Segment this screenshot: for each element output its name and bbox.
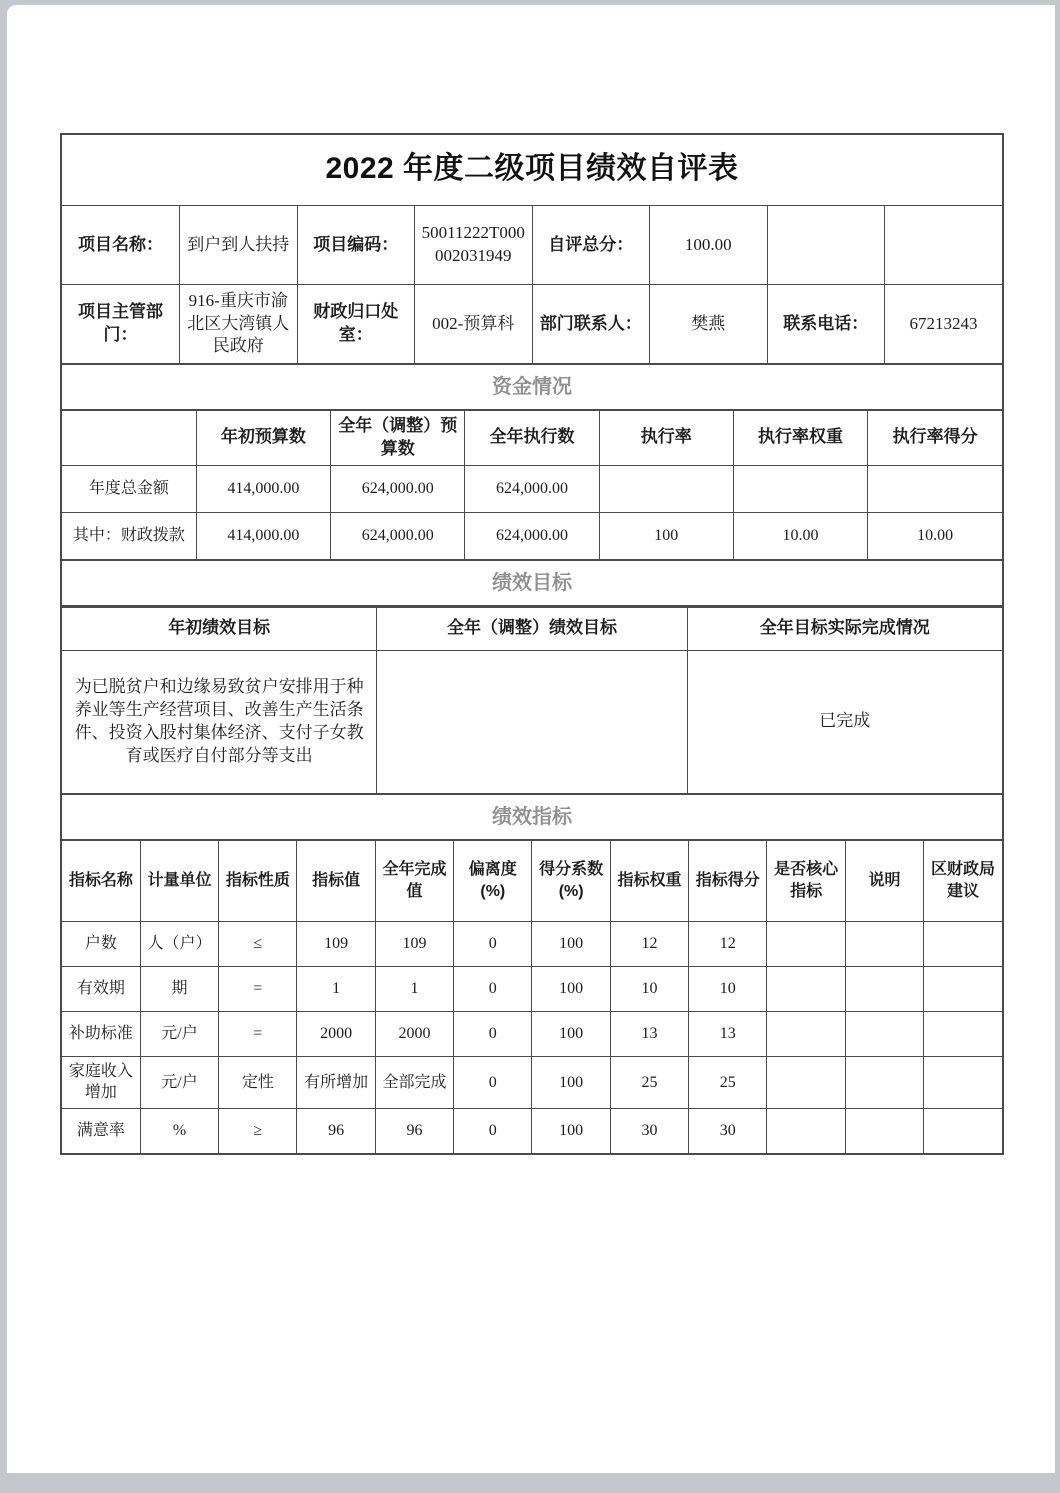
project_info-cell: 50011222T000002031949 [415,206,533,285]
indicators-cell: 10 [610,966,688,1011]
funding-cell: 100 [599,512,733,559]
funding-column-header: 全年执行数 [465,411,599,465]
indicators-cell [767,921,845,966]
indicators-cell: 13 [689,1011,767,1056]
funding-cell: 624,000.00 [465,465,599,512]
funding-cell: 624,000.00 [331,465,465,512]
indicators-table [62,841,1002,1153]
indicators-cell: 1 [297,966,375,1011]
funding-column-header [62,411,196,465]
indicators-cell [924,966,1002,1011]
goals-column-header: 全年（调整）绩效目标 [377,607,687,650]
form-title: 2022 年度二级项目绩效自评表 [62,135,1002,206]
indicators-cell [924,1056,1002,1108]
indicators-row [62,1056,1002,1108]
indicators-cell: 期 [140,966,218,1011]
indicators-row [62,1109,1002,1154]
indicators-cell: 12 [689,921,767,966]
indicators-cell: 25 [610,1056,688,1108]
indicators-header-row [62,841,1002,922]
indicators-cell: 家庭收入增加 [62,1056,140,1108]
indicators-cell: 100 [532,921,610,966]
indicators-cell: 人（户） [140,921,218,966]
indicators-cell: 有所增加 [297,1056,375,1108]
project_info-cell: 自评总分： [532,206,650,285]
indicators-cell: 100 [532,966,610,1011]
indicators-column-header: 得分系数(%) [532,841,610,922]
funding-cell: 其中：财政拨款 [62,512,196,559]
indicators-cell: 补助标准 [62,1011,140,1056]
indicators-cell [924,921,1002,966]
indicators-row [62,921,1002,966]
indicators-cell: 满意率 [62,1109,140,1154]
indicators-cell: 全部完成 [375,1056,453,1108]
project_info-cell: 樊燕 [650,285,768,364]
project_info-cell: 项目名称： [62,206,180,285]
funding-column-header: 执行率 [599,411,733,465]
indicators-cell: ≥ [219,1109,297,1154]
indicators-column-header: 指标名称 [62,841,140,922]
project_info-row [62,206,1002,285]
indicators-cell: 30 [689,1109,767,1154]
indicators-cell [845,966,923,1011]
indicators-cell: 有效期 [62,966,140,1011]
funding-cell: 414,000.00 [196,512,330,559]
indicators-cell: = [219,966,297,1011]
indicators-cell: 10 [689,966,767,1011]
indicators-cell [767,1056,845,1108]
goals-table [62,607,1002,793]
goals-row [62,650,1002,793]
project_info-cell [885,206,1003,285]
funding-row [62,512,1002,559]
indicators-column-header: 指标值 [297,841,375,922]
indicators-cell [767,1109,845,1154]
indicators-cell [845,921,923,966]
section-title-funding: 资金情况 [62,363,1002,411]
indicators-cell: 25 [689,1056,767,1108]
indicators-cell: = [219,1011,297,1056]
indicators-cell: 100 [532,1011,610,1056]
funding-cell: 414,000.00 [196,465,330,512]
indicators-cell: % [140,1109,218,1154]
project_info-cell: 到户到人扶持 [180,206,298,285]
indicators-cell: 30 [610,1109,688,1154]
project_info-cell: 联系电话： [767,285,885,364]
goals-header-row [62,607,1002,650]
funding-column-header: 年初预算数 [196,411,330,465]
funding-row [62,465,1002,512]
indicators-cell: 2000 [375,1011,453,1056]
indicators-cell: 12 [610,921,688,966]
project_info-cell: 67213243 [885,285,1003,364]
indicators-cell [845,1109,923,1154]
indicators-cell: 100 [532,1109,610,1154]
indicators-cell: 元/户 [140,1011,218,1056]
funding-cell [599,465,733,512]
indicators-cell: 元/户 [140,1056,218,1108]
indicators-cell: 109 [375,921,453,966]
indicators-cell: 0 [454,966,532,1011]
indicators-row [62,966,1002,1011]
indicators-cell [845,1011,923,1056]
project_info-cell: 100.00 [650,206,768,285]
indicators-cell: 109 [297,921,375,966]
self-evaluation-form [60,133,1004,1155]
indicators-cell: 0 [454,1109,532,1154]
indicators-cell [845,1056,923,1108]
indicators-cell: 户数 [62,921,140,966]
indicators-column-header: 指标权重 [610,841,688,922]
project_info-cell: 部门联系人： [532,285,650,364]
indicators-cell: 0 [454,1011,532,1056]
funding-cell [868,465,1002,512]
goals-column-header: 全年目标实际完成情况 [687,607,1002,650]
indicators-column-header: 指标得分 [689,841,767,922]
indicators-cell [924,1011,1002,1056]
funding-table [62,411,1002,559]
project_info-cell: 项目编码： [297,206,415,285]
funding-cell: 年度总金额 [62,465,196,512]
document-page [7,5,1055,1473]
funding-cell: 624,000.00 [465,512,599,559]
project-info-table [62,206,1002,363]
section-title-indicators: 绩效指标 [62,793,1002,841]
indicators-cell [767,1011,845,1056]
indicators-column-header: 全年完成值 [375,841,453,922]
indicators-column-header: 区财政局建议 [924,841,1002,922]
funding-column-header: 全年（调整）预算数 [331,411,465,465]
indicators-cell: 96 [375,1109,453,1154]
indicators-row [62,1011,1002,1056]
indicators-cell: 100 [532,1056,610,1108]
funding-column-header: 执行率权重 [733,411,867,465]
indicators-cell: 0 [454,1056,532,1108]
goals-column-header: 年初绩效目标 [62,607,377,650]
funding-cell [733,465,867,512]
funding-cell: 624,000.00 [331,512,465,559]
funding-header-row [62,411,1002,465]
goals-cell [377,650,687,793]
project_info-cell: 财政归口处室： [297,285,415,364]
funding-cell: 10.00 [733,512,867,559]
indicators-cell: ≤ [219,921,297,966]
project_info-cell: 916-重庆市渝北区大湾镇人民政府 [180,285,298,364]
project_info-row [62,285,1002,364]
goals-cell: 已完成 [687,650,1002,793]
indicators-cell: 2000 [297,1011,375,1056]
indicators-cell [767,966,845,1011]
funding-column-header: 执行率得分 [868,411,1002,465]
indicators-cell: 1 [375,966,453,1011]
project_info-cell: 002-预算科 [415,285,533,364]
indicators-column-header: 是否核心指标 [767,841,845,922]
indicators-cell [924,1109,1002,1154]
indicators-column-header: 偏离度(%) [454,841,532,922]
indicators-cell: 13 [610,1011,688,1056]
goals-cell: 为已脱贫户和边缘易致贫户安排用于种养业等生产经营项目、改善生产生活条件、投资入股村集体经济、支付子女教育或医疗自付部分等支出 [62,650,377,793]
indicators-cell: 定性 [219,1056,297,1108]
project_info-cell [767,206,885,285]
indicators-cell: 96 [297,1109,375,1154]
section-title-goals: 绩效目标 [62,559,1002,607]
indicators-column-header: 说明 [845,841,923,922]
indicators-column-header: 指标性质 [219,841,297,922]
funding-cell: 10.00 [868,512,1002,559]
indicators-column-header: 计量单位 [140,841,218,922]
indicators-cell: 0 [454,921,532,966]
project_info-cell: 项目主管部门： [62,285,180,364]
